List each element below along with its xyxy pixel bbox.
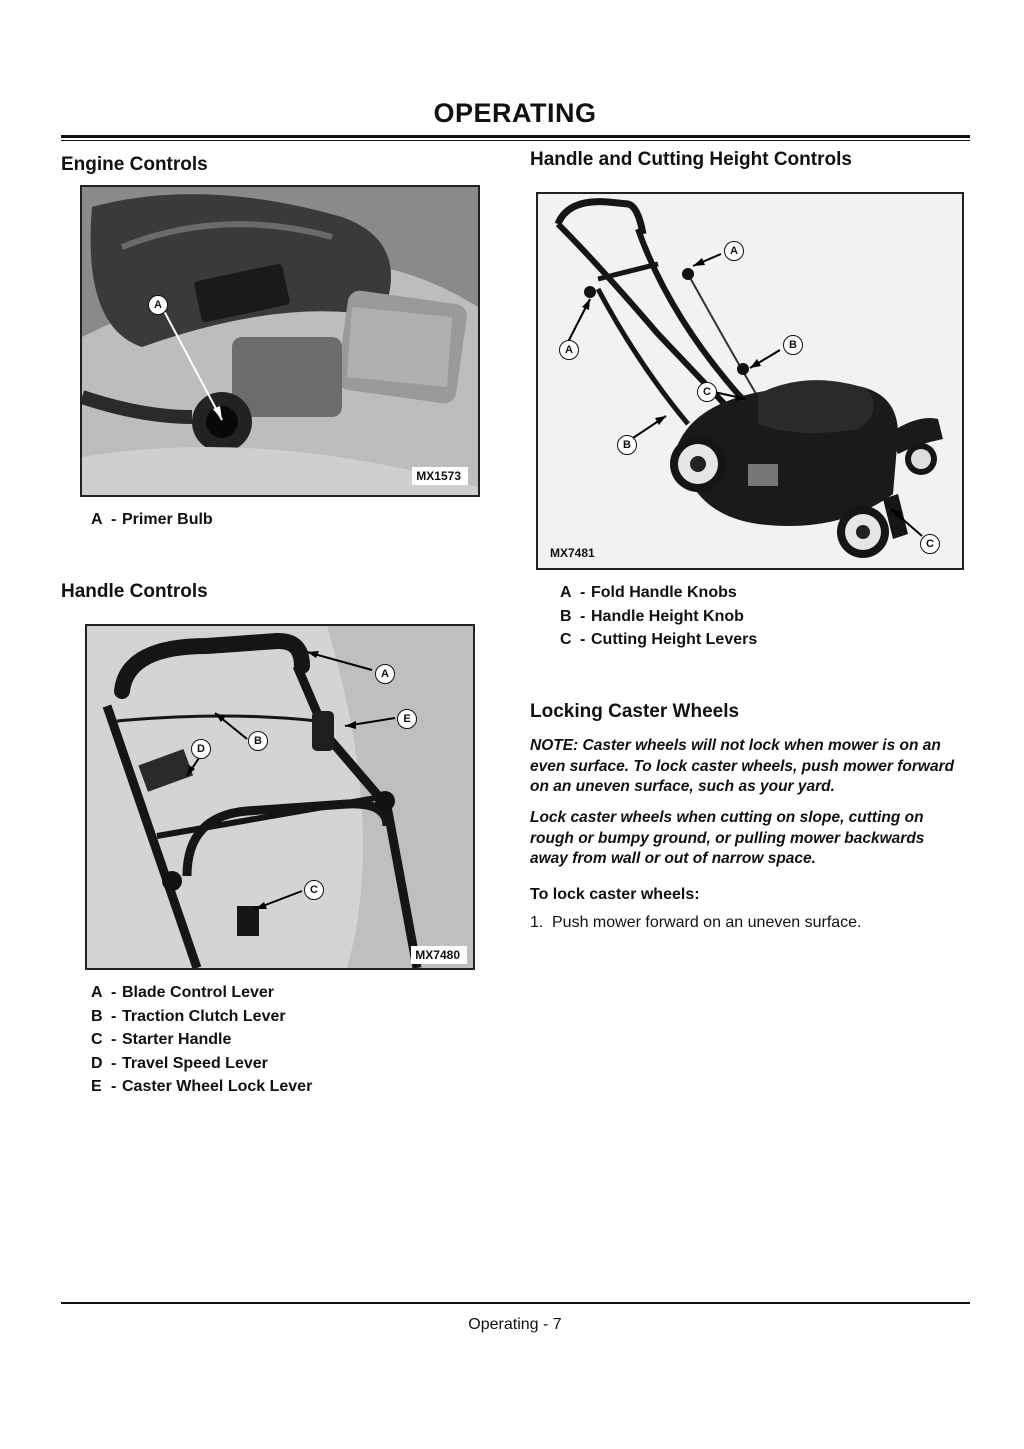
- footer-rule: [61, 1302, 970, 1304]
- height-controls-heading: Handle and Cutting Height Controls: [530, 149, 852, 170]
- callout-c: C: [304, 880, 324, 900]
- legend-text: Primer Bulb: [122, 511, 213, 528]
- step-number: 1.: [530, 914, 544, 931]
- callout-c: C: [697, 382, 717, 402]
- caster-note: NOTE: Caster wheels will not lock when mower is on an even surface. To lock caster wheels, push mower forward on an uneven surface, such as your yard.: [530, 737, 955, 795]
- callout-b: B: [617, 435, 637, 455]
- legend-item: A - Blade Control Lever: [91, 981, 312, 1005]
- handle-photo-illustration: [87, 626, 473, 968]
- caster-subheading: To lock caster wheels:: [530, 886, 700, 903]
- legend-text: Starter Handle: [122, 1031, 232, 1048]
- legend-letter: A: [91, 984, 103, 1001]
- handle-legend: [91, 981, 312, 1099]
- callout-c: C: [920, 534, 940, 554]
- callout-a: A: [724, 241, 744, 261]
- legend-item: E - Caster Wheel Lock Lever: [91, 1075, 312, 1099]
- legend-letter: C: [560, 631, 572, 648]
- engine-legend: [91, 508, 213, 532]
- page-footer: Operating - 7: [468, 1316, 562, 1333]
- callout-a: A: [375, 664, 395, 684]
- legend-text: Blade Control Lever: [122, 984, 275, 1001]
- legend-letter: C: [91, 1031, 103, 1048]
- legend-item: B - Handle Height Knob: [560, 605, 757, 629]
- legend-item: A - Fold Handle Knobs: [560, 581, 757, 605]
- callout-a: A: [148, 295, 168, 315]
- legend-letter: E: [91, 1078, 102, 1095]
- caster-heading: Locking Caster Wheels: [530, 701, 740, 722]
- legend-item: C - Starter Handle: [91, 1028, 312, 1052]
- figure-code: MX7480: [411, 946, 467, 964]
- legend-text: Travel Speed Lever: [122, 1054, 268, 1072]
- legend-letter: B: [91, 1007, 103, 1025]
- legend-text: Handle Height Knob: [591, 607, 744, 625]
- engine-controls-figure: [80, 185, 480, 497]
- height-legend: [560, 581, 757, 652]
- caster-note-slope: Lock caster wheels when cutting on slope, cutting on rough or bumpy ground, or pulling mower backwards away from wall or out of narrow space.: [530, 809, 925, 867]
- mower-photo-illustration: [538, 194, 962, 568]
- figure-code: MX7481: [550, 546, 595, 560]
- legend-text: Caster Wheel Lock Lever: [122, 1078, 313, 1095]
- callout-e: E: [397, 709, 417, 729]
- engine-controls-heading: Engine Controls: [61, 154, 208, 175]
- legend-item: B - Traction Clutch Lever: [91, 1005, 312, 1029]
- header-rule-thin: [61, 140, 970, 141]
- legend-item: A - Primer Bulb: [91, 508, 213, 532]
- callout-b: B: [783, 335, 803, 355]
- header-rule: [61, 135, 970, 138]
- legend-item: C - Cutting Height Levers: [560, 628, 757, 652]
- callout-b: B: [248, 731, 268, 751]
- legend-text: Cutting Height Levers: [591, 631, 758, 648]
- legend-item: D - Travel Speed Lever: [91, 1052, 312, 1076]
- height-controls-figure: [536, 192, 964, 570]
- caster-step: [530, 914, 862, 932]
- handle-controls-figure: [85, 624, 475, 970]
- step-text: Push mower forward on an uneven surface.: [552, 914, 862, 931]
- legend-letter: D: [91, 1054, 103, 1072]
- figure-code: MX1573: [412, 467, 468, 485]
- legend-letter: A: [560, 584, 572, 601]
- handle-controls-heading: Handle Controls: [61, 581, 208, 602]
- callout-a: A: [559, 340, 579, 360]
- legend-text: Fold Handle Knobs: [591, 584, 737, 601]
- engine-photo-illustration: [82, 187, 478, 495]
- page-title: OPERATING: [433, 98, 597, 128]
- legend-letter: A: [91, 511, 103, 528]
- legend-letter: B: [560, 607, 572, 625]
- callout-d: D: [191, 739, 211, 759]
- legend-text: Traction Clutch Lever: [122, 1007, 286, 1025]
